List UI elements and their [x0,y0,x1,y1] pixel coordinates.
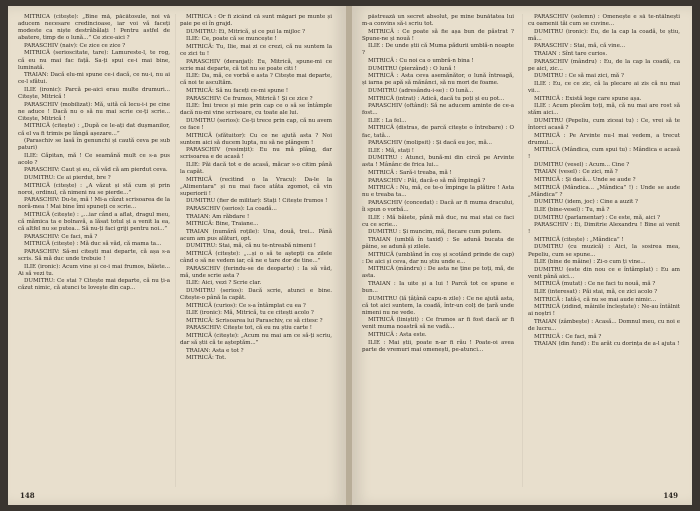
script-paragraph: PARASCHIV (mândru) : Eu, de la cap la coadă, ca pe aici, zic... [528,58,680,72]
page-number: 149 [663,491,678,500]
script-paragraph: ILIE : Mă, stați ! [368,147,415,154]
script-paragraph: ILIE (ironic): Acum vine și ce-i mai frumos, băiete... Ai să vezi tu. [18,263,170,277]
script-paragraph: PARASCHIV (molipsit) : Și dacă eu joc, mă... [368,140,493,147]
script-paragraph: MITRICĂ (liniștit) : Ce frumos ar fi fost dacă ar fi venit muma noastră să ne vadă... [362,317,514,331]
script-paragraph: ILIE (interesat) : Păi stai, mă, ce zici acolo ? [534,288,658,295]
script-paragraph: TRAIAN: Asta e tot ? [186,347,244,354]
script-paragraph: DUMITRU (cu muzică) : Aici, la sosirea mea, Pepeliu, cum se spune... [528,244,680,258]
script-paragraph: MITRICĂ (citește) : Mă duc să văd, că mama ta... [24,241,162,248]
script-paragraph: ILIE: Căpitan, mă ! Ce seamănă mult ce s-a pus acolo ? [18,152,170,166]
script-paragraph: MITRICĂ: Tu, Ilie, mai zi ce crezi, că nu suntem la ce zici tu ! [180,43,332,57]
script-paragraph: TRAIAN : Sînt tare curios. [534,50,608,57]
script-paragraph: DUMITRU: Ce stai ? Citește mai departe, că nu ți-a căzut nimic, că atunci te lovește din cap... [18,278,170,292]
script-paragraph: MITRICĂ : Nu, mă, ce te-o împinge la plătire ! Asta nu e treaba ta... [362,185,514,199]
script-paragraph: PARASCHIV: Să-mi citești mai departe, că așa s-a scris. Să mă duc unde trebuie ! [18,249,170,263]
script-paragraph: PARASCHIV: Ce faci, mă ? [24,233,98,240]
script-paragraph: ILIE: Aici, vezi ? Scrie clar. [186,280,262,287]
script-paragraph: TRAIAN (din fund) : Eu arăt cu dorința de a-l ajuta ! [534,341,680,348]
script-paragraph: ILIE (bine-vesel) : Tu, mă ? [534,206,610,213]
right-page [352,6,692,505]
script-paragraph: MITRICĂ : Iată-i, că nu se mai aude nimic... [534,296,657,303]
script-paragraph: DUMITRU (Pepeliu, cum ziceai tu) : Ce, vrei să te întorci acasă ? [528,117,680,131]
script-paragraph: MITRICĂ : Asta este. [368,332,427,339]
script-paragraph: DUMITRU : Și muncim, mă, fiecare cum putem. [368,229,502,236]
script-paragraph: MITRICĂ (citește): „Acum nu mai am ce să-ți scriu, dar să știi că te așteptăm...” [180,333,332,347]
script-paragraph: MITRICĂ (sfătuitor): Cu ce ne ajută asta ? Noi suntem aici să ducem lupta, nu să ne plângem ! [180,132,332,146]
script-paragraph: PARASCHIV (resimțit): Eu nu mă plâng, dar scrisoarea e de acasă ! [180,147,332,161]
left-page [8,6,346,505]
script-paragraph: ILIE : La fel... [368,117,407,124]
script-paragraph: MITRICĂ (citește): „...și o să te aștepți ca zilele când o să ne vedem iar, că ne e tare dor de tine...” [180,251,332,265]
script-paragraph: MITRICĂ : Există lege care spune așa. [534,95,642,102]
script-paragraph: MITRICĂ : Ce faci, mă ? [534,333,602,340]
script-paragraph: DUMITRU (ironic): Eu, de la cap la coadă, te știu, mă... [528,28,680,42]
script-paragraph: MITRICĂ (zidind, mâinile încleștate) : Ne-au întâlnit ai noștri ! [528,304,680,318]
script-paragraph: ILIE: Ce, poate că se muncește ! [186,36,277,43]
script-paragraph: ILIE (ironic): Parcă pe-aici erau multe drumuri... Citește, Mitrică ! [18,86,170,101]
left-page-column-2 [180,14,332,492]
script-paragraph: MITRICĂ (umblând în coș și scotând prinde de cap) : De aici și ceva, dar nu știu unde e... [362,251,514,265]
script-paragraph: PARASCHIV : Stai, mă, că vine... [534,43,626,50]
script-paragraph: DUMITRU (serios): Dacă scrie, atunci e bine. Citește-o până la capăt. [180,287,332,302]
script-paragraph: MITRICĂ : Or fi zicând că sunt măgari pe munte și paie pe ei în grajd. [180,14,332,28]
script-paragraph: PARASCHIV : Ei, Dimitrie Alexandru ! Bine ai venit ! [528,222,680,236]
script-paragraph: DUMITRU : Ce să mai zici, mă ? [534,73,624,80]
script-paragraph: PARASCHIV: Citește tot, că eu nu știu carte ! [186,325,312,332]
script-paragraph: MITRICĂ (curios): Ce s-a întâmplat cu ea ? [186,302,306,309]
script-paragraph: MITRICĂ : Sară-i treaba, mă ! [368,169,452,176]
script-paragraph: MITRICĂ (Mândica... „Mândica” !) : Unde se aude „Mândica” ? [528,184,680,198]
script-paragraph: ILIE (ironic): Mă, Mitrică, tu ce citești acolo ? [186,310,314,317]
script-paragraph: TRAIAN: Dacă elu-mi spune ce-i dacă, ce nu-i, nu ai ce-l sfătui. [18,72,170,86]
script-paragraph: DUMITRU (serios): Ce-ți trece prin cap, că nu avem ce face ! [180,117,332,131]
script-paragraph: PARASCHIV: Du-te, mă ! Mi-a căzut scrisoarea de la noră-mea ! Mai bine îmi spuneți ce scrie... [18,197,170,211]
script-paragraph: MITRICĂ (serioscitate, tare): Lamureste-l, te rog, că eu nu mai fac față. Sa-ți spui ce-i mai bine, luminată. [18,50,170,71]
script-paragraph: MITRICĂ: Scrisoarea lui Paraschiv, ce să citesc ? [186,317,323,324]
script-paragraph: (Paraschiv se lasă în genunchi și caută ceva pe sub paturi) [18,138,170,152]
script-paragraph: PARASCHIV (oftând): Să ne aducem aminte de ce-a fost... [362,103,514,117]
script-paragraph: ILIE: Da, mă, ce vorbă e asta ? Citește mai departe, că noi te ascultăm. [180,73,332,87]
script-paragraph: TRAIAN : Ia uite și a lui ! Parcă tot ce spune e bun... [362,280,514,294]
script-paragraph: MITRICĂ (distras, de parcă citește o întrebare) : O fac, tată... [362,125,514,139]
right-page-column-2 [528,14,680,492]
script-paragraph: MITRICĂ : Pe Arvinte nu-l mai vedem, a trecut drumul... [528,132,680,146]
script-paragraph: PARASCHIV (deranjat): Eu, Mitrică, spune-mi ce scrie mai departe, că tot nu se poate citi ! [180,58,332,72]
script-paragraph: DUMITRU: Ei, Mitrică, și ce pui la mijloc ? [186,28,306,35]
script-paragraph: TRAIAN (numără roțile): Una, două, trei... Până acum am pus alături, opt. [180,228,332,242]
script-paragraph: PARASCHIV (solemn) : Omenește e să te-ntâlnești cu oamenii tăi cum se cuvine... [528,14,680,28]
script-paragraph: PARASCHIV: Caut și eu, că văd că am pierdut ceva. [24,167,168,174]
script-paragraph: MITRICĂ : Ce poate să fie așa bun de păstrat ? Spune-ne și nouă ! [362,28,514,42]
script-paragraph: MITRICĂ (citește) : „Mândica” ! [534,236,624,243]
script-paragraph: DUMITRU (vesel) : Acum... Cine ? [534,161,630,168]
column-divider [175,14,176,487]
script-paragraph: DUMITRU (pierzând) : O lună ! [368,65,456,72]
script-paragraph: PARASCHIV (serios): La coadă... [186,205,277,212]
script-paragraph: PARASCHIV : Păi, dacă-o să mă împingă ? [368,177,486,184]
script-paragraph: PARASCHIV (mobilizat): Mă, uită că lecu-i-i pe cine ne aduce ! Dacă nu o să nu mai scrie ce-ți scrie... Citește, Mitrică ! [18,101,170,122]
script-paragraph: MITRICĂ (citește) : „...iar când a aflat, dragul meu, că mămica ta e bolnavă, a lăsat totul și a venit la ea, că altfel nu se putea... Să nu-ți faci griji pentru noi...” [18,212,170,233]
script-paragraph: TRAIAN: Am răbdare ! [186,213,250,220]
script-paragraph: MITRICĂ: Să nu faceți ce-mi spune ! [186,87,289,94]
script-paragraph: PARASCHIV: Ce frumos, Mitrică ! Și ce zice ? [186,95,313,102]
script-paragraph: DUMITRU (este din nou ce e întâmplat) : Eu am venit până aici... [528,266,680,280]
script-paragraph: MITRICĂ : Și dacă... Unde se aude ? [534,177,636,184]
script-paragraph: TRAIAN (zâmbește) : Acasă... Domnul meu, cu noi e de lucru... [528,318,680,332]
script-paragraph: MITRICĂ: Bine, Traiane... [186,221,259,228]
script-paragraph: MITRICĂ (mândru) : De asta ne ține pe toți, mă, de asta. [362,266,514,280]
script-paragraph: PARASCHIV (ferindu-se de deoparte) : Ia să văd, mă, unde scrie asta ? [180,265,332,279]
script-paragraph: DUMITRU (adresându-i-se) : O lună... [368,87,474,94]
script-paragraph: ILIE : De unde știi că Muma pădurii umblă-n noapte ? [362,43,514,57]
script-paragraph: MITRICĂ (recitind o la Vracu): Da-le la „Alimentara” și nu mai face atâta zgomot, că vin superiorii ! [180,176,332,197]
script-paragraph: DUMITRU (parlamentar) : Ce este, mă, aici ? [534,214,661,221]
script-paragraph: TRAIAN (vesel) : Ce zici, mă ? [534,169,618,176]
script-paragraph: MITRICĂ (citește) : „A văzut și stă cum și prin noroi, ordinul, că nimeni nu se pierde...” [18,182,170,196]
script-paragraph: DUMITRU: Ce ai pierdut, bre ? [24,175,111,182]
right-page-column-1 [362,14,514,492]
script-paragraph: DUMITRU: Stai, mă, că nu te-ntreabă nimeni ! [186,243,316,250]
script-paragraph: ILIE : Eu, ce ce zic, că la plecare ai zis că nu mai vii... [528,80,680,94]
script-paragraph: ILIE : Acum plecăm toți, mă, că nu mai are rost să stăm aici... [528,103,680,117]
script-paragraph: DUMITRU (lă țâțână capu-n zile) : Ce ne ajută asta, că tot aici suntem, la coadă, într-un colț de țară unde nimeni nu ne vede. [362,295,514,316]
script-paragraph: TRAIAN (umblă în taxid) : Se adună bucata de pâine, se adună și zilele. [362,236,514,250]
page-number: 148 [20,491,35,500]
script-paragraph: DUMITRU (idem, joc) : Cine a auzit ? [534,199,638,206]
script-paragraph: MITRICĂ : Asta ceva asemănător, o lună întreagă, și iarna pe apă să mănânci, să nu mori de foame. [362,73,514,87]
script-paragraph: ILIE: Păi dacă tot e de acasă, măcar s-o citim până la capăt. [180,161,332,175]
script-paragraph: MITRICĂ (citește): „Bine mă, păcătosule, noi vă aducem necesare credincioase, iar voi vă faceți modeste ca niște destrăbălați ! Pentru astfel de abatere, timp de o lună...” Ce zice-aici ? [18,14,170,42]
script-paragraph: ILIE: Îmi trece și mie prin cap ce o să se întâmple dacă nu-mi vine scrisoare, cu toate ale lui. [180,103,332,117]
script-paragraph: PARASCHIV (concedat) : Dacă ar fi muma dracului, îi spun o vorbă... [362,199,514,213]
script-paragraph: MITRICĂ (citește) : „După ce le-ați dat dușmanilor, că el va fi trimis pe lângă așezare...” [18,123,170,137]
script-paragraph: ILIE : Mă băiete, până mă duc, nu mai stai ce faci cu ce scrie... [362,214,514,228]
left-page-column-1 [18,14,170,492]
column-divider [522,14,523,487]
script-paragraph: MITRICĂ (mutat) : Ce ne faci tu nouă, mă ? [534,281,656,288]
script-paragraph: MITRICĂ : Cu noi ca o umbră-n bina ! [368,58,474,65]
script-paragraph: MITRICĂ (intrat) : Adică, dacă tu poți și eu pot... [368,95,505,102]
script-paragraph: DUMITRU (fier de militar): Stați ! Citește frumos ! [186,198,328,205]
script-paragraph: MITRICĂ: Tot. [186,355,227,362]
script-paragraph: ILIE (bine de mâine) : Zi-o cum ți vine... [534,259,646,266]
script-paragraph: DUMITRU : Atunci, bună-mi din circă pe Arvinte asta ! Mânânc de frica lui... [362,155,514,169]
script-paragraph: MITRICĂ (Mândica, cum spui tu) : Mândica e acasă ! [528,147,680,161]
script-paragraph: PARASCHIV (naiv): Ce zice ce zice ? [24,42,126,49]
script-paragraph: păstrează un secret absolut, pe mine bunătatea lui m-a convins să-i scriu tot. [362,14,514,28]
script-paragraph: ILIE : Mai știi, poate n-ar fi rău ! Poate-oi avea parte de vremuri mai omenești, pe-atunci... [362,339,514,353]
